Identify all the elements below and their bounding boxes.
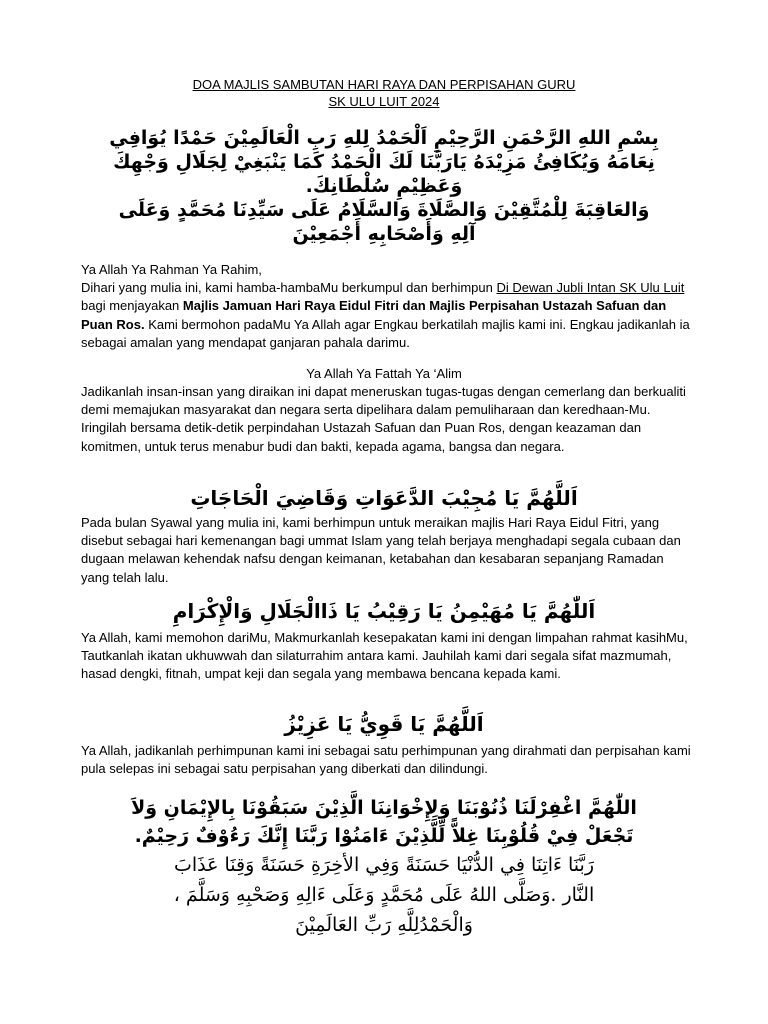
greeting-line: Ya Allah Ya Rahman Ya Rahim, bbox=[81, 262, 262, 277]
title-line-2: SK ULU LUIT 2024 bbox=[328, 94, 440, 109]
paragraph-second: Jadikanlah insan-insan yang diraikan ini dapat meneruskan tugas-tugas dengan cemerlang dan berkualiti demi memajukan masyarakat dan negara serta dipelihara dalam pemuliharaan dan keredhaan-Mu. Iringilah bersama detik-detik perpindahan Ustazah Safuan dan Puan Ros, dengan keazaman dan komitmen, untuk terus menabur budi dan bakti, kepada agama, bangsa dan negara. bbox=[81, 384, 686, 454]
opening-arabic-line: بِسْمِ اللهِ الرَّحْمَنِ الرَّحِيْمِ اَلْحَمْدُ لِلهِ رَبِ الْعَالَمِيْنَ حَمْدًا يُوَافِي bbox=[109, 127, 659, 149]
paragraph-third: Pada bulan Syawal yang mulia ini, kami berhimpun untuk meraikan majlis Hari Raya Eidul Fitri, yang disebut sebagai hari kemenangan bagi ummat Islam yang telah berjaya menghadapi segala cubaan dan dugaan melawan kehendak nafsu dengan keimanan, ketabahan dan kesabaran sepanjang Ramadan yang telah lalu. bbox=[81, 515, 681, 585]
opening-arabic-line: وَعَظِيْمِ سُلْطَانِكَ. bbox=[305, 175, 463, 197]
document-title bbox=[0, 76, 768, 110]
opening-arabic-prayer bbox=[78, 126, 690, 246]
closing-arabic-line: اللّٰهُمَّ اغْفِرْلَنَا ذُنُوْبَنَا وَلِإِخْوَانِنَا الَّذِيْنَ سَبَقُوْنَا بِالإِيْمَانِ وَلاَ bbox=[131, 797, 637, 819]
paragraph-fifth: Ya Allah, jadikanlah perhimpunan kami ini sebagai satu perhimpunan yang dirahmati dan perpisahan kami pula selepas ini sebagai satu perpisahan yang diberkati dan dilindungi. bbox=[81, 743, 691, 777]
invocation-line: Ya Allah Ya Fattah Ya ‘Alim bbox=[306, 366, 462, 381]
paragraph-text: Kami bermohon padaMu Ya Allah agar Engkau berkatilah majlis kami ini. Engkau jadikanlah ia sebagai amalan yang mendapat ganjaran pahala darimu. bbox=[81, 316, 690, 350]
paragraph-text: bagi menjayakan bbox=[81, 298, 183, 314]
closing-arabic-line: النَّار .وَصَلَّى اللهُ عَلَى مُحَمَّدٍ وَعَلَى ءَالِهِ وَصَحْبِهِ وَسَلَّمَ ، bbox=[173, 884, 595, 906]
event-name-text: Majlis Jamuan Hari Raya Eidul Fitri dan Majlis Perpisahan Ustazah Safuan dan Puan Ros. bbox=[81, 298, 667, 332]
closing-arabic-line: وَالْحَمْدُلِلَّهِ رَبِّ العَالَمِيْنَ bbox=[295, 914, 473, 936]
closing-arabic-line: رَبَّنَا ءَاتِنَا فِي الدُّنْيَا حَسَنَةً وَفِي الأخِرَةِ حَسَنَةً وَقِنَا عَذَابَ bbox=[173, 854, 594, 876]
opening-arabic-line: نِعَامَهُ وَيُكَافِئُ مَزِيْدَهُ يَارَبَّنَا لَكَ الْحَمْدُ كَمَا يَنْبَغِيْ لِجَلَالِ وَجْهِكَ bbox=[113, 151, 655, 173]
opening-arabic-line: آلِهِ وَأَصْحَابِهِ أَجْمَعِيْنَ bbox=[292, 223, 476, 245]
arabic-heading-3: اَللَّهُمَّ يَا قَوِيُّ يَا عَزِيْزُ bbox=[284, 712, 484, 736]
arabic-heading-2: اَللّٰهُمَّ يَا مُهَيْمِنُ يَا رَقِيْبُ يَا ذَاالْجَلَالِ وَالْإِكْرَامِ bbox=[172, 599, 596, 623]
venue-text: Di Dewan Jubli Intan SK Ulu Luit bbox=[496, 280, 685, 296]
closing-arabic-line: تَجْعَلْ فِيْ قُلُوْبِنَا غِلاًّ لِّلَّذِيْنَ ءَامَنُوْا رَبَّنَا إِنَّكَ رَءُوْفٌ رَحِيْمٌ. bbox=[134, 825, 634, 847]
paragraph-opening bbox=[81, 261, 691, 352]
closing-arabic-prayer bbox=[78, 794, 690, 940]
paragraph-fourth: Ya Allah, kami memohon dariMu, Makmurkanlah kesepakatan kami ini dengan limpahan rahmat kasihMu, Tautkanlah ikatan ukhuwwah dan silaturrahim antara kami. Jauhilah kami dari segala sifat mazmumah, hasad dengki, fitnah, umpat keji dan segala yang membawa bencana kepada kami. bbox=[81, 630, 688, 682]
paragraph-text: Dihari yang mulia ini, kami hamba-hambaMu berkumpul dan berhimpun bbox=[81, 280, 497, 296]
title-line-1: DOA MAJLIS SAMBUTAN HARI RAYA DAN PERPISAHAN GURU bbox=[192, 77, 576, 92]
arabic-heading-1: اَللَّهُمَّ يَا مُجِيْبَ الدَّعَوَاتِ وَقَاضِيَ الْحَاجَاتِ bbox=[190, 486, 578, 510]
opening-arabic-line: وَالعَاقِبَةَ لِلْمُتَّقِيْنَ وَالصَّلَاةَ وَالسَّلَامُ عَلَى سَيِّدِنَا مُحَمَّدٍ وَعَلَى bbox=[118, 199, 650, 221]
